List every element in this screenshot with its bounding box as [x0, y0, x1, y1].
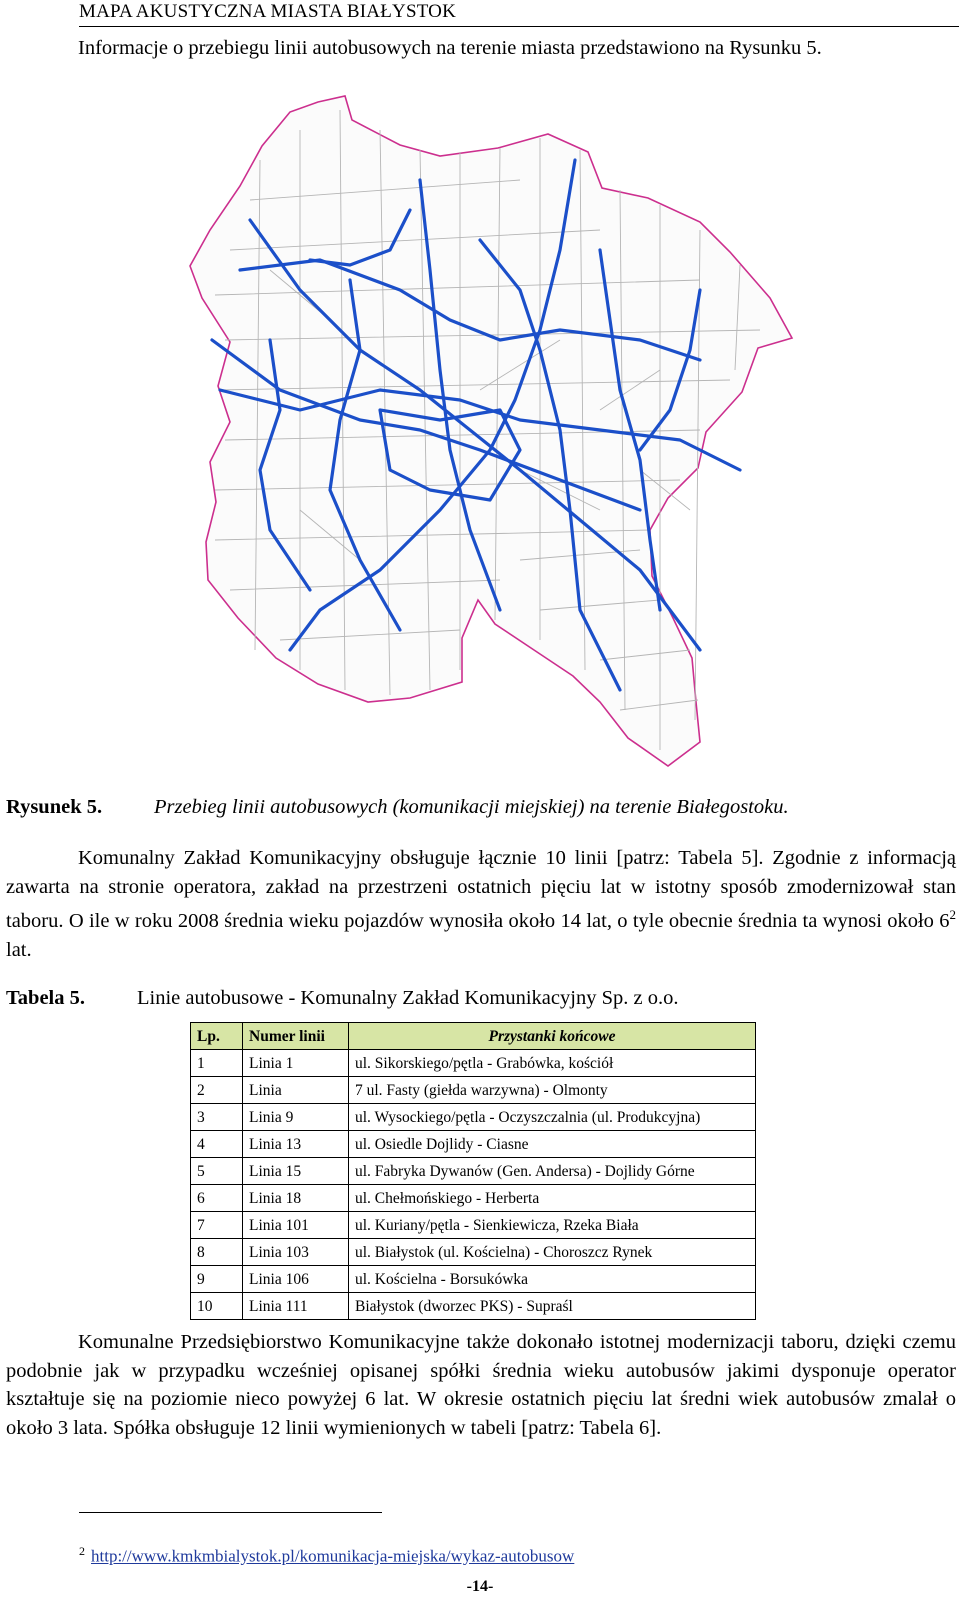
header-lp: Lp. [191, 1023, 243, 1050]
row-index: 8 [191, 1239, 243, 1266]
row-stops: Białystok (dworzec PKS) - Supraśl [349, 1293, 756, 1320]
row-line: Linia 111 [243, 1293, 349, 1320]
row-line: Linia 13 [243, 1131, 349, 1158]
table-row [191, 1266, 756, 1293]
row-index: 2 [191, 1077, 243, 1104]
row-stops: ul. Chełmońskiego - Herberta [349, 1185, 756, 1212]
row-stops: ul. Sikorskiego/pętla - Grabówka, kościół [349, 1050, 756, 1077]
figure-caption-text: Przebieg linii autobusowych (komunikacji miejskiej) na terenie Białegostoku. [154, 796, 789, 818]
table-row [191, 1212, 756, 1239]
figure-number: Rysunek 5. [6, 796, 103, 818]
bus-lines-table [190, 1022, 756, 1320]
table-number: Tabela 5. [6, 987, 85, 1009]
table-caption [6, 985, 678, 1011]
header-line-number: Numer linii [243, 1023, 349, 1050]
table-row [191, 1131, 756, 1158]
paragraph1-tail: lat. [6, 938, 32, 961]
table-row [191, 1239, 756, 1266]
body-paragraph-2 [6, 1328, 956, 1442]
row-line: Linia 106 [243, 1266, 349, 1293]
row-stops: ul. Kościelna - Borsukówka [349, 1266, 756, 1293]
row-index: 5 [191, 1158, 243, 1185]
row-index: 4 [191, 1131, 243, 1158]
footnote-link[interactable]: http://www.kmkmbialystok.pl/komunikacja-miejska/wykaz-autobusow [91, 1546, 575, 1566]
bus-routes-map [0, 90, 960, 790]
row-line: Linia 1 [243, 1050, 349, 1077]
row-index: 9 [191, 1266, 243, 1293]
row-stops: ul. Osiedle Dojlidy - Ciasne [349, 1131, 756, 1158]
row-index: 3 [191, 1104, 243, 1131]
intro-paragraph [6, 34, 956, 63]
table-row [191, 1158, 756, 1185]
table-header-row [191, 1023, 756, 1050]
row-line: Linia 18 [243, 1185, 349, 1212]
row-stops: ul. Białystok (ul. Kościelna) - Choroszcz Rynek [349, 1239, 756, 1266]
footnote-mark: 2 [79, 1544, 85, 1558]
row-index: 7 [191, 1212, 243, 1239]
row-line: Linia 15 [243, 1158, 349, 1185]
row-line: Linia [243, 1077, 349, 1104]
paragraph1-text: Komunalny Zakład Komunikacyjny obsługuje łącznie 10 linii [patrz: Tabela 5]. Zgodnie z informacją zawarta na stronie operatora, zakład na przestrzeni ostatnich pięciu lat w istotny sposób zmodernizował stan taboru. O ile w roku 2008 średnia wieku pojazdów wynosiła około 14 lat, o tyle obecnie średnia ta wynosi około 6 [6, 847, 956, 933]
table-row [191, 1293, 756, 1320]
table-row [191, 1050, 756, 1077]
row-stops: ul. Fabryka Dywanów (Gen. Andersa) - Dojlidy Górne [349, 1158, 756, 1185]
row-line: Linia 101 [243, 1212, 349, 1239]
row-stops: ul. Kuriany/pętla - Sienkiewicza, Rzeka Biała [349, 1212, 756, 1239]
row-index: 10 [191, 1293, 243, 1320]
intro-text: Informacje o przebiegu linii autobusowych na terenie miasta przedstawiono na Rysunku 5. [78, 37, 822, 59]
table-caption-text: Linie autobusowe - Komunalny Zakład Komunikacyjny Sp. z o.o. [137, 987, 679, 1009]
row-line: Linia 9 [243, 1104, 349, 1131]
header-terminal-stops: Przystanki końcowe [349, 1023, 756, 1050]
footnote-reference: 2 [949, 907, 956, 923]
row-stops: 7 ul. Fasty (giełda warzywna) - Olmonty [349, 1077, 756, 1104]
table-row [191, 1077, 756, 1104]
city-boundary [190, 96, 792, 766]
page-number: -14- [466, 1578, 494, 1595]
footnote [79, 1540, 574, 1568]
table-row [191, 1104, 756, 1131]
footnote-divider [79, 1512, 382, 1513]
figure-caption [6, 794, 789, 820]
row-line: Linia 103 [243, 1239, 349, 1266]
row-stops: ul. Wysockiego/pętla - Oczyszczalnia (ul. Produkcyjna) [349, 1104, 756, 1131]
row-index: 6 [191, 1185, 243, 1212]
row-index: 1 [191, 1050, 243, 1077]
table-row [191, 1185, 756, 1212]
paragraph2-text: Komunalne Przedsiębiorstwo Komunikacyjne także dokonało istotnej modernizacji taboru, dzięki czemu podobnie jak w przypadku wcześniej opisanej spółki średnia wieku autobusów jakimi dysponuje operator kształtuje się na poziomie nieco powyżej 6 lat. W okresie ostatnich pięciu lat średni wiek autobusów zmalał o około 3 lata. Spółka obsługuje 12 linii wymienionych w tabeli [patrz: Tabela 6]. [6, 1331, 956, 1439]
body-paragraph-1 [6, 844, 956, 964]
running-header: MAPA AKUSTYCZNA MIASTA BIAŁYSTOK [79, 0, 959, 27]
